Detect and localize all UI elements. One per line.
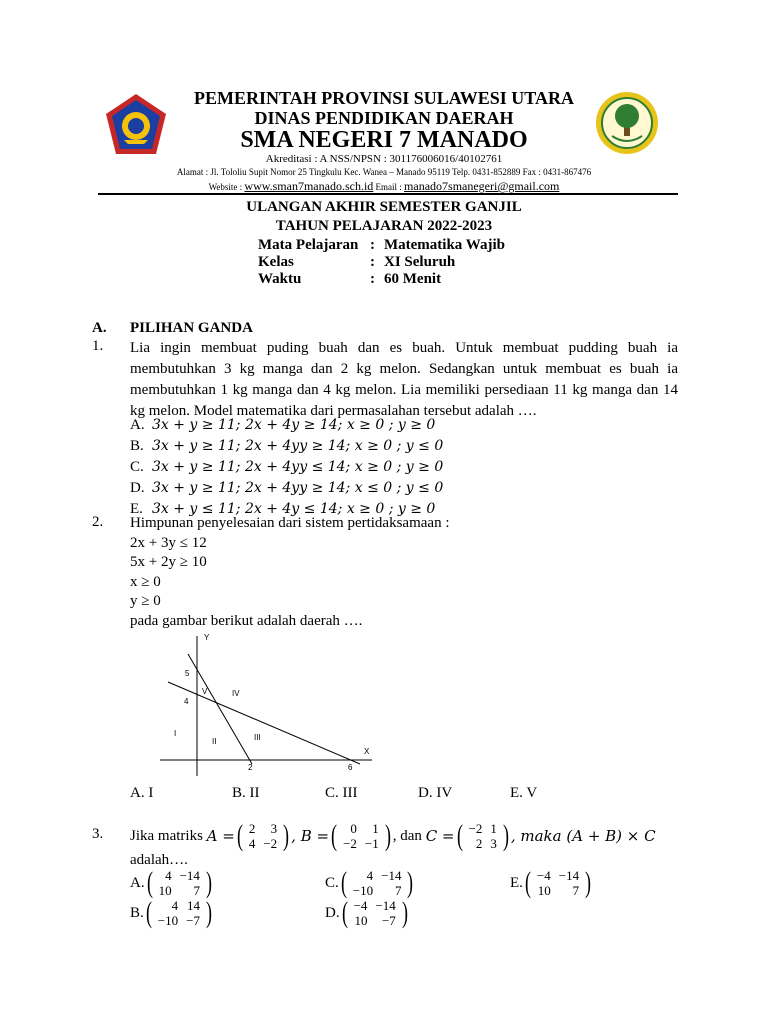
q3-number: 3. [92,826,104,842]
website-link[interactable]: www.sman7manado.sch.id [244,179,374,193]
q3-option-b[interactable]: B. ( 4 14 −10 −7 ) [130,896,212,929]
email-link[interactable]: manado7smanegeri@gmail.com [404,179,560,193]
field-row: Kelas : XI Seluruh [258,254,456,270]
x-axis-label: X [364,747,370,756]
option[interactable]: B. 3x + y ≥ 11; 2x + 4yy ≥ 14; x ≥ 0 ; y ≤ 0 [130,438,444,454]
q2-option[interactable]: C. III [325,785,358,801]
accreditation-line: Akreditasi : A NSS/NPSN : 301176006016/40102761 [265,153,503,165]
y-axis-label: Y [204,633,210,642]
tick-2: 2 [248,763,253,772]
option[interactable]: E. 3x + y ≤ 11; 2x + 4y ≤ 14; x ≥ 0 ; y ≥ 0 [130,501,436,517]
exam-year: TAHUN PELAJARAN 2022-2023 [275,218,493,234]
section-title: PILIHAN GANDA [130,320,253,336]
region-graph [160,630,380,776]
exam-title: ULANGAN AKHIR SEMESTER GANJIL [246,199,522,215]
field-row: Waktu : 60 Menit [258,271,442,287]
region-II: II [212,737,217,746]
field-row: Mata Pelajaran : Matematika Wajib [258,237,505,253]
region-I: I [174,729,177,738]
region-III: III [254,733,261,742]
line-5x-2y [188,654,252,764]
dept-line: DINAS PENDIDIKAN DAERAH [254,108,514,128]
q1-options [130,415,443,520]
matrix-B: ( 0 1 −2 −1 ) [331,819,391,852]
tick-6: 6 [348,763,353,772]
gov-line: PEMERINTAH PROVINSI SULAWESI UTARA [194,88,574,108]
school-name: SMA NEGERI 7 MANADO [240,127,528,153]
option[interactable]: D. 3x + y ≥ 11; 2x + 4yy ≥ 14; x ≤ 0 ; y ≤ 0 [130,480,444,496]
option[interactable]: C. 3x + y ≥ 11; 2x + 4yy ≤ 14; x ≥ 0 ; y ≥ 0 [130,459,444,475]
header-divider [98,193,678,195]
q1-number: 1. [92,338,104,354]
tick-5: 5 [185,669,190,678]
q2-option[interactable]: B. II [232,785,260,801]
option[interactable]: A. 3x + y ≥ 11; 2x + 4y ≥ 14; x ≥ 0 ; y ≥ 0 [130,417,436,433]
q1-text: Lia ingin membuat puding buah dan es buah. Untuk membuat pudding buah ia membutuhkan 3 kg manga dan 2 kg melon. Sedangkan untuk membuat es buah ia membutuhkan 1 kg manga dan 4 kg melon. Lia memiliki persediaan 11 kg manga dan 14 kg melon. Model matematika dari permasalahan tersebut adalah …. [130,340,678,419]
q3-stem: Jika matriks A = ( 2 3 4 −2 ) , B = ( 0 1 −2 −1 ) , dan C = ( −2 1 2 3 ) , maka (A + B) × C [130,819,656,852]
q2-option[interactable]: E. V [510,785,538,801]
q3-option-e[interactable]: E. ( −4 −14 10 7 ) [510,866,592,899]
matrix-C: ( −2 1 2 3 ) [456,819,509,852]
email-label: Email : [375,182,402,192]
q2-option[interactable]: D. IV [418,785,453,801]
matrix-A: ( 2 3 4 −2 ) [236,819,290,852]
tick-4: 4 [184,697,189,706]
q2-number: 2. [92,514,104,530]
section-letter: A. [92,320,107,336]
q3-adalah: adalah…. [130,852,188,868]
q3-option-a[interactable]: A. ( 4 −14 10 7 ) [130,866,212,899]
website-label: Website : [208,182,243,192]
region-V: V [202,687,208,696]
q2-text: Himpunan penyelesaian dari sistem pertidaksamaan : 2x + 3y ≤ 12 5x + 2y ≥ 10 x ≥ 0 y ≥ 0 pada gambar berikut adalah daerah …. [130,515,450,629]
q3-option-c[interactable]: C. ( 4 −14 −10 7 ) [325,866,414,899]
q2-option[interactable]: A. I [130,785,154,801]
q3-option-d[interactable]: D. ( −4 −14 10 −7 ) [325,896,408,929]
exam-fields [258,237,505,288]
region-IV: IV [232,689,240,698]
address-line: Alamat : Jl. Tololiu Supit Nomor 25 Tingkulu Kec. Wanea – Manado 95119 Telp. 0431-852889 Fax : 0431-867476 [176,167,592,177]
contact-line [0,179,768,194]
